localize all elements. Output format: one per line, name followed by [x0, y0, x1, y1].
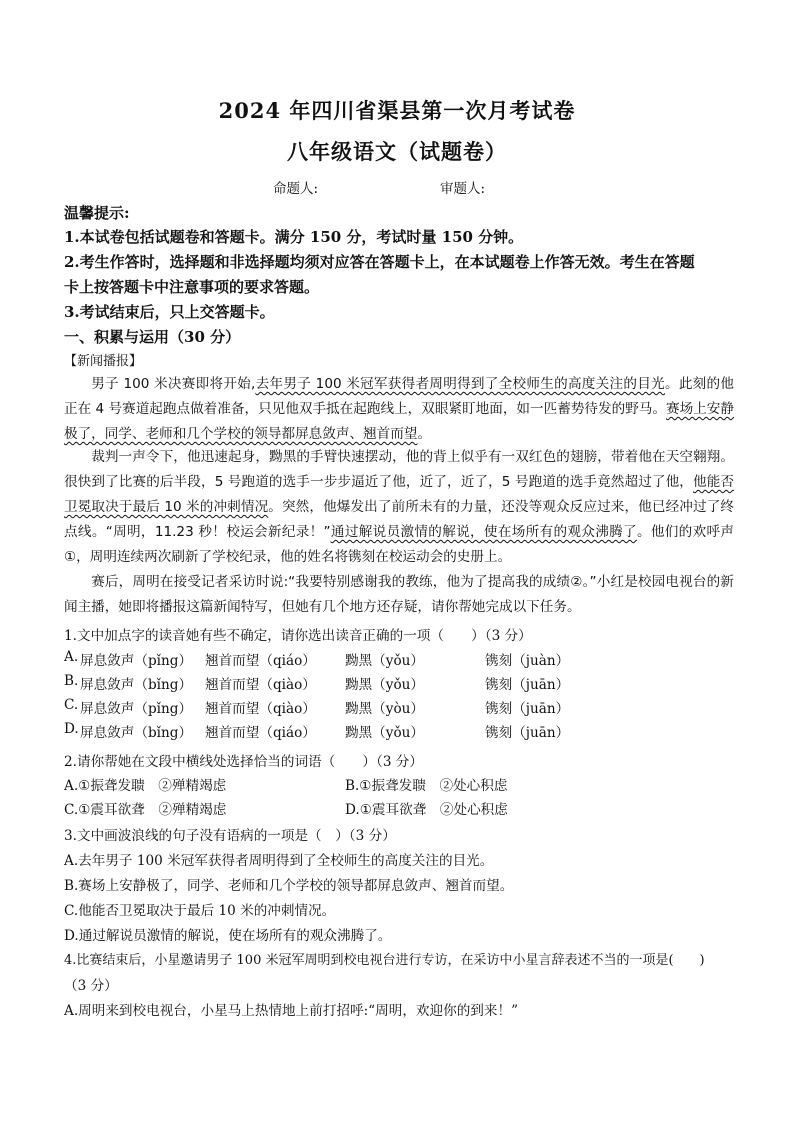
p2-wavy-sentence-1: 他能否卫冕取决于最后 10 米的冲刺情况 [64, 474, 735, 515]
news-paragraph-2 [64, 445, 734, 570]
q2-option-a: A.①振聋发聩 ②殚精竭虑 [64, 778, 227, 794]
q1-option-b-2: 翘首而望（qiào） [205, 677, 316, 693]
q2-option-d: D.①震耳欲聋 ②处心积虑 [345, 802, 508, 818]
q1-option-c-letter: C. [64, 697, 79, 713]
setter-label: 命题人: [273, 181, 319, 197]
notice-item-2-line-2: 卡上按答题卡中注意事项的要求答题。 [64, 278, 320, 296]
news-tag: 【新闻播报】 [64, 354, 143, 369]
p2-text-c: 。突然，他爆发出了前所未有的力量，还没等观众反应过来，他已经冲过了终点线。“周明，11.23 秒！校运会新纪录！” [64, 499, 734, 540]
q1-option-d-2: 翘首而望（qiáo） [205, 725, 316, 741]
q3-option-b: B.赛场上安静极了，同学、老师和几个学校的领导都屏息敛声、翘首而望。 [64, 878, 514, 894]
p2-text-e: 。他们的欢呼声①，周明连续两次刷新了学校纪录，他的姓名将镌刻在校运动会的史册上。 [64, 524, 735, 565]
q1-option-b-letter: B. [64, 673, 79, 689]
q3-option-a: A.去年男子 100 米冠军获得者周明得到了全校师生的高度关注的目光。 [64, 853, 494, 869]
q3-option-d: D.通过解说员激情的解说，使在场所有的观众沸腾了。 [64, 928, 392, 944]
news-paragraph-3: 赛后，周明在接受记者采访时说:“我要特别感谢我的教练，他为了提高我的成绩②。”小红是校园电视台的新闻主播，她即将播报这篇新闻特写，但她有几个地方还存疑，请你帮她完成以下任务。 [64, 574, 734, 615]
q1-option-d-letter: D. [64, 721, 79, 737]
news-paragraph-1 [64, 372, 734, 447]
p2-wavy-sentence-2: 通过解说员激情的解说，使在场所有的观众沸腾了 [330, 524, 637, 540]
p1-wavy-sentence-1: 去年男子 100 米冠军获得者周明得到了全校师生的高度关注的目光 [255, 376, 665, 392]
q1-option-c-3: 黝黑（yòu） [345, 701, 424, 717]
q1-option-d-3: 黝黑（yǒu） [345, 725, 424, 741]
exam-subtitle: 八年级语文（试题卷） [287, 139, 507, 164]
question-4-points: （3 分） [64, 978, 118, 994]
exam-title: 2024 年四川省渠县第一次月考试卷 [218, 98, 576, 123]
q2-option-c: C.①震耳欲聋 ②殚精竭虑 [64, 802, 227, 818]
p1-text-c: 。此刻的他正在 4 号赛道起跑点做着准备，只见他双手抵在起跑线上，双眼紧盯地面，如一匹蓄势待发的野马。 [64, 376, 734, 417]
q1-option-b-4: 镌刻（juān） [485, 677, 570, 693]
p1-wavy-sentence-2: 赛场上安静极了，同学、老师和几个学校的领导都屏息敛声、翘首而望 [64, 401, 735, 442]
q2-option-b: B.①振聋发聩 ②处心积虑 [345, 778, 508, 794]
q4-option-a: A.周明来到校电视台，小星马上热情地上前打招呼:“周明，欢迎你的到来！” [64, 1003, 519, 1019]
notice-item-3: 3.考试结束后，只上交答题卡。 [64, 303, 275, 321]
notice-heading: 温馨提示: [64, 204, 130, 222]
q1-option-a-3: 黝黑（yǒu） [345, 653, 424, 669]
reviewer-label: 审题人: [440, 181, 486, 197]
q1-option-d-4: 镌刻（juān） [485, 725, 570, 741]
q1-option-a-2: 翘首而望（qiáo） [205, 653, 316, 669]
question-3-stem: 3.文中画波浪线的句子没有语病的一项是（ ）（3 分） [64, 828, 396, 844]
q1-option-b-1: 屏息敛声（bǐng） [80, 677, 193, 693]
p1-text-a: 男子 100 米决赛即将开始, [91, 376, 256, 392]
q1-option-a-4: 镌刻（juàn） [485, 653, 570, 669]
notice-item-2-line-1: 2.考生作答时，选择题和非选择题均须对应答在答题卡上，在本试题卷上作答无效。考生在答题 [64, 253, 695, 271]
q1-option-c-1: 屏息敛声（pǐng） [80, 701, 193, 717]
question-4-stem: 4.比赛结束后，小星邀请男子 100 米冠军周明到校电视台进行专访，在采访中小星言辞表述不当的一项是( ) [64, 953, 705, 968]
q1-option-a-letter: A. [64, 649, 79, 665]
q1-option-a-1: 屏息敛声（pǐng） [80, 653, 193, 669]
notice-item-1: 1.本试卷包括试题卷和答题卡。满分 150 分，考试时量 150 分钟。 [64, 228, 524, 246]
question-2-stem: 2.请你帮她在文段中横线处选择恰当的词语（ ）（3 分） [64, 754, 423, 770]
q1-option-d-1: 屏息敛声（bǐng） [80, 725, 193, 741]
q1-option-c-2: 翘首而望（qiào） [205, 701, 316, 717]
p1-text-e: 。 [417, 426, 432, 442]
q1-option-b-3: 黝黑（yǒu） [345, 677, 424, 693]
q3-option-c: C.他能否卫冕取决于最后 10 米的冲刺情况。 [64, 903, 336, 919]
p2-text-a: 裁判一声令下，他迅速起身，黝黑的手臂快速摆动，他的背上似乎有一双红色的翅膀，带着他在天空翱翔。很快到了比赛的后半段，5 号跑道的选手一步步逼近了他，近了，近了，5 号跑道的选手竟然超过了他， [64, 449, 734, 490]
section-heading: 一、积累与运用（30 分） [64, 328, 241, 346]
question-1-stem: 1.文中加点字的读音她有些不确定，请你选出读音正确的一项（ ）（3 分） [64, 628, 532, 644]
q1-option-c-4: 镌刻（juān） [485, 701, 570, 717]
